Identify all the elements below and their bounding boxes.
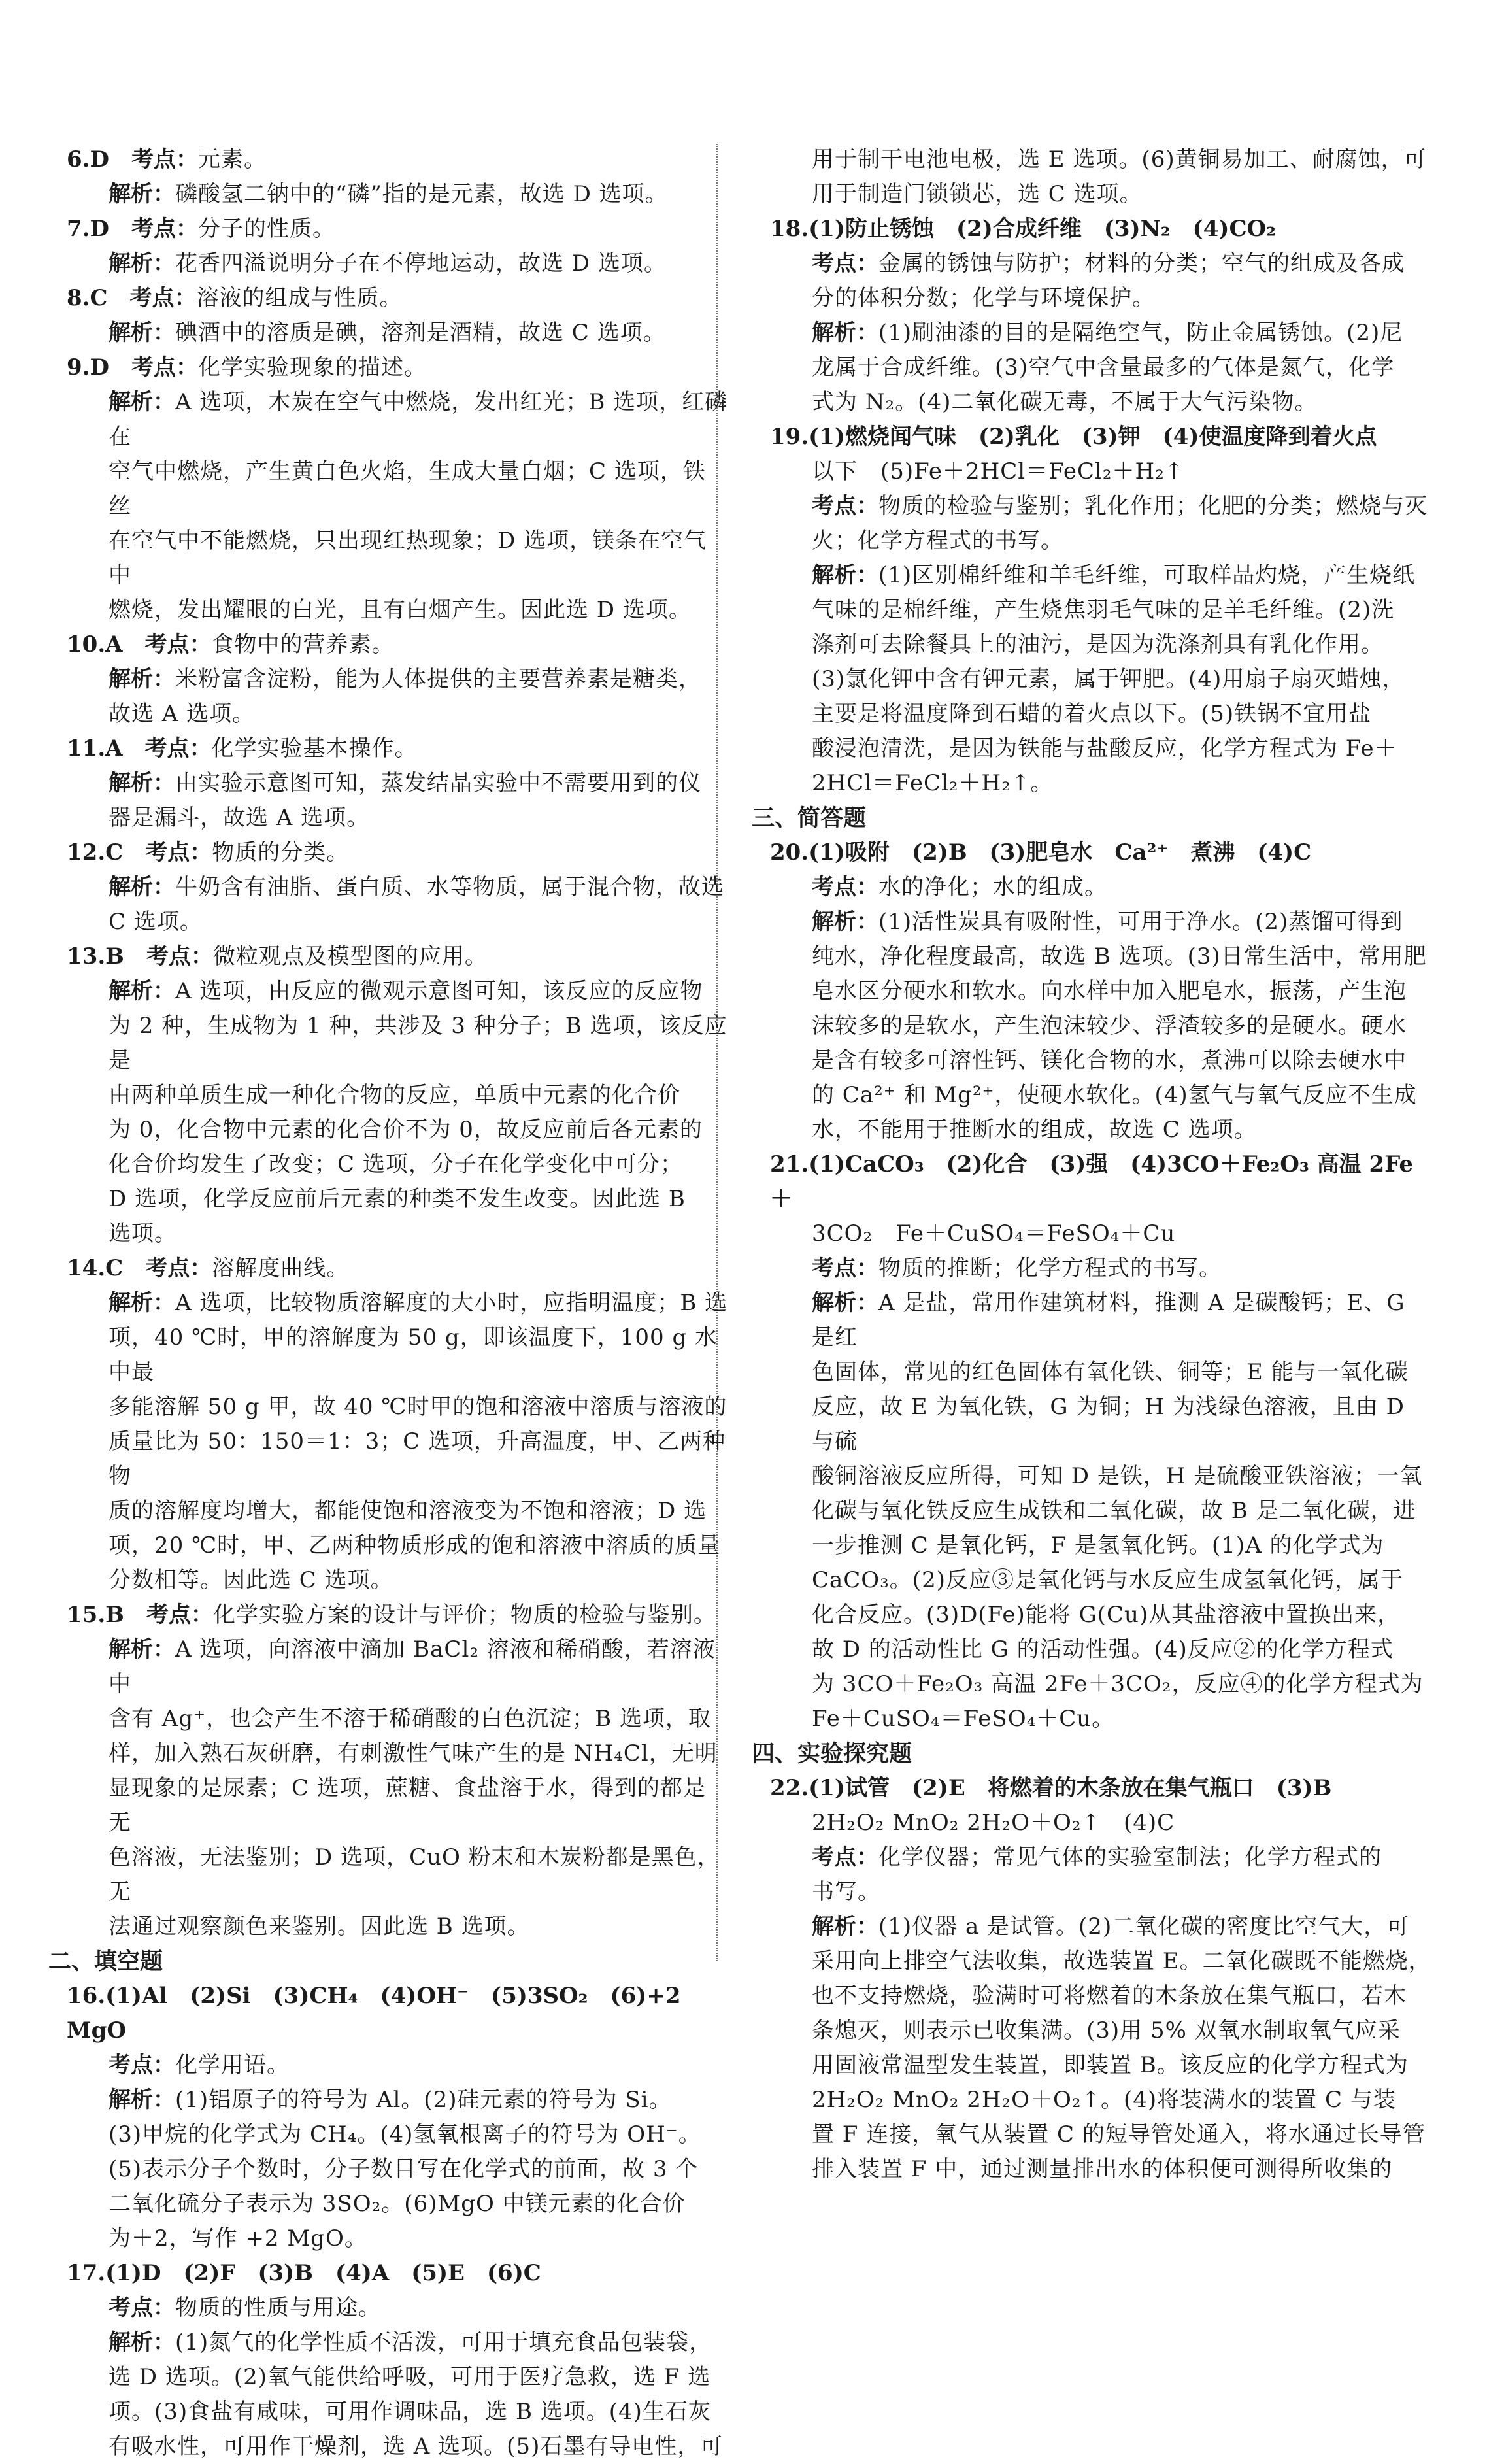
kaodian-line: [752, 1840, 1431, 1875]
text-line: (5)表示分子个数时，分子数目写在化学式的前面，故 3 个: [109, 2156, 699, 2182]
spacer: [109, 354, 131, 380]
question-number: 11.: [67, 735, 106, 762]
analysis-text: 磷酸氢二钠中的“磷”指的是元素，故选 D 选项。: [175, 181, 668, 207]
analysis-label: 解析: [109, 978, 153, 1004]
text-line: Fe＋CuSO₄＝FeSO₄＋Cu。: [812, 1706, 1115, 1732]
kaodian-label: 考点: [131, 146, 176, 173]
question-number: 20.: [770, 839, 809, 866]
text-line: 法通过观察颜色来鉴别。因此选 B 选项。: [109, 1914, 530, 1940]
text-line: 沫较多的是软水，产生泡沫较少、浮渣较多的是硬水。硬水: [812, 1013, 1407, 1039]
analysis-label: 解析: [109, 389, 153, 415]
text-line: 二氧化硫分子表示为 3SO₂。(6)MgO 中镁元素的化合价: [109, 2191, 686, 2217]
colon: ：: [174, 285, 197, 311]
text-line: 多能溶解 50 g 甲，故 40 ℃时甲的饱和溶液中溶质与溶液的: [109, 1394, 727, 1420]
question-number: 6.: [67, 146, 90, 173]
colon: ：: [153, 1290, 175, 1316]
answer-line: [752, 1771, 1431, 1806]
colon: ：: [153, 2087, 175, 2113]
colon: ：: [856, 1290, 878, 1316]
colon: ：: [153, 978, 175, 1004]
analysis-line: [48, 766, 728, 801]
analysis-line: [752, 905, 1431, 939]
text-line: 质量比为 50：150＝1：3；C 选项，升高温度，甲、乙两种物: [109, 1428, 726, 1489]
analysis-label: 解析: [812, 1290, 856, 1316]
question-number: 7.: [67, 216, 90, 242]
text-line: 分的体积分数；化学与环境保护。: [812, 285, 1155, 311]
answer-text: D: [90, 354, 109, 380]
colon: ：: [190, 943, 213, 970]
text-line: 有吸水性，可用作干燥剂，选 A 选项。(5)石墨有导电性，可: [109, 2433, 724, 2459]
analysis-text: A 选项，向溶液中滴加 BaCl₂ 溶液和稀硝酸，若溶液中: [109, 1636, 716, 1697]
text-line: (3)甲烷的化学式为 CH₄。(4)氢氧根离子的符号为 OH⁻。: [109, 2121, 701, 2148]
spacer: [108, 285, 130, 311]
text-line: 色固体，常见的红色固体有氧化铁、铜等；E 能与一氧化碳: [812, 1359, 1409, 1385]
kaodian-label: 考点: [109, 2295, 153, 2321]
text-line: 涤剂可去除餐具上的油污，是因为洗涤剂具有乳化作用。: [812, 632, 1384, 658]
kaodian-line: [48, 2291, 728, 2325]
text-line: 置 F 连接，氧气从装置 C 的短导管处通入，将水通过长导管: [812, 2121, 1426, 2148]
analysis-text: A 选项，木炭在空气中燃烧，发出红光；B 选项，红磷在: [109, 389, 728, 450]
kaodian-text: 元素。: [197, 146, 267, 173]
analysis-text: A 选项，由反应的微观示意图可知，该反应的反应物: [175, 978, 703, 1004]
text-line: 式为 N₂。(4)二氧化碳无毒，不属于大气污染物。: [812, 389, 1318, 415]
analysis-label: 解析: [109, 2329, 153, 2355]
analysis-line: [48, 2083, 728, 2118]
answer-line: [48, 732, 728, 766]
kaodian-label: 考点: [129, 285, 175, 311]
text-line: 为 3CO＋Fe₂O₃ 高温 2Fe＋3CO₂，反应④的化学方程式为: [812, 1671, 1424, 1697]
answer-text: (1)燃烧闻气味 (2)乳化 (3)钾 (4)使温度降到着火点: [809, 424, 1377, 450]
text-line: 显现象的是尿素；C 选项，蔗糖、食盐溶于水，得到的都是无: [109, 1775, 706, 1836]
colon: ：: [856, 320, 878, 346]
text-line: 火；化学方程式的书写。: [812, 528, 1063, 554]
answer-line: [48, 350, 728, 385]
colon: ：: [856, 1914, 878, 1940]
analysis-text: 牛奶含有油脂、蛋白质、水等物质，属于混合物，故选: [175, 874, 724, 900]
colon: ：: [153, 666, 175, 692]
text-line: 分数相等。因此选 C 选项。: [109, 1567, 393, 1593]
analysis-label: 解析: [109, 181, 153, 207]
analysis-text: A 是盐，常用作建筑材料，推测 A 是碳酸钙；E、G 是红: [812, 1290, 1405, 1351]
answer-text: C: [90, 285, 108, 311]
text-line: 条熄灭，则表示已收集满。(3)用 5% 双氧水制取氧气应采: [812, 2017, 1401, 2044]
text-line: 2HCl＝FeCl₂＋H₂↑。: [812, 770, 1054, 796]
question-number: 15.: [67, 1602, 106, 1628]
text-line: 用于制干电池电极，选 E 选项。(6)黄铜易加工、耐腐蚀，可: [812, 146, 1427, 173]
analysis-text: (1)活性炭具有吸附性，可用于净水。(2)蒸馏可得到: [878, 909, 1403, 935]
spacer: [124, 1602, 146, 1628]
text-line: 排入装置 F 中，通过测量排出水的体积便可测得所收集的: [812, 2156, 1393, 2182]
answer-text: A: [105, 735, 123, 762]
text-line: D 选项，化学反应前后元素的种类不发生改变。因此选 B: [109, 1186, 686, 1212]
text-line: 也不支持燃烧，验满时可将燃着的木条放在集气瓶口，若木: [812, 1983, 1407, 2009]
kaodian-text: 化学仪器；常见气体的实验室制法；化学方程式的: [878, 1844, 1382, 1870]
text-line: 项，20 ℃时，甲、乙两种物质形成的饱和溶液中溶质的质量: [109, 1532, 721, 1559]
kaodian-text: 化学实验方案的设计与评价；物质的检验与鉴别。: [212, 1602, 716, 1628]
analysis-label: 解析: [109, 320, 153, 346]
spacer: [123, 839, 145, 866]
kaodian-text: 微粒观点及模型图的应用。: [212, 943, 488, 970]
analysis-label: 解析: [812, 562, 856, 588]
text-line: 书写。: [812, 1879, 880, 1905]
text-line: 器是漏斗，故选 A 选项。: [109, 805, 370, 831]
colon: ：: [856, 1844, 878, 1870]
text-line: 气味的是棉纤维，产生烧焦羽毛气味的是羊毛纤维。(2)洗: [812, 597, 1395, 623]
kaodian-text: 溶液的组成与性质。: [196, 285, 403, 311]
text-line: 用于制造门锁锁芯，选 C 选项。: [812, 181, 1143, 207]
answer-line: [48, 1979, 728, 2048]
text-line: CaCO₃。(2)反应③是氧化钙与水反应生成氢氧化钙，属于: [812, 1567, 1403, 1593]
answer-text: (1)D (2)F (3)B (4)A (5)E (6)C: [105, 2260, 541, 2286]
answer-line: [48, 1598, 728, 1632]
question-number: 10.: [67, 632, 106, 658]
text-line: 色溶液，无法鉴别；D 选项，CuO 粉末和木炭粉都是黑色，无: [109, 1844, 720, 1905]
kaodian-text: 分子的性质。: [197, 216, 335, 242]
colon: ：: [856, 493, 878, 519]
text-line: 含有 Ag⁺，也会产生不溶于稀硝酸的白色沉淀；B 选项，取: [109, 1706, 711, 1732]
text-line: 酸浸泡清洗，是因为铁能与盐酸反应，化学方程式为 Fe＋: [812, 735, 1397, 762]
kaodian-label: 考点: [145, 839, 190, 866]
kaodian-line: [752, 870, 1431, 905]
question-number: 21.: [770, 1151, 809, 1177]
question-number: 9.: [67, 354, 90, 380]
spacer: [123, 735, 145, 762]
answer-text: C: [105, 1255, 124, 1281]
colon: ：: [153, 874, 175, 900]
text-line: 为 2 种，生成物为 1 种，共涉及 3 种分子；B 选项，该反应是: [109, 1013, 727, 1073]
text-line: 选 D 选项。(2)氧气能供给呼吸，可用于医疗急救，选 F 选: [109, 2364, 711, 2390]
colon: ：: [153, 181, 175, 207]
colon: ：: [153, 320, 175, 346]
colon: ：: [856, 909, 878, 935]
analysis-line: [752, 1910, 1431, 1944]
text-line: 化合反应。(3)D(Fe)能将 G(Cu)从其盐溶液中置换出来，: [812, 1602, 1401, 1628]
answer-text: D: [90, 216, 109, 242]
section-heading: 三、简答题: [752, 805, 867, 832]
colon: ：: [856, 250, 878, 277]
text-line: 故 D 的活动性比 G 的活动性强。(4)反应②的化学方程式: [812, 1636, 1394, 1662]
text-line: 选项。: [109, 1221, 177, 1247]
spacer: [124, 943, 146, 970]
analysis-text: (1)仪器 a 是试管。(2)二氧化碳的密度比空气大，可: [878, 1914, 1410, 1940]
colon: ：: [189, 632, 212, 658]
answer-text: B: [105, 1602, 124, 1628]
analysis-text: 由实验示意图可知，蒸发结晶实验中不需要用到的仪: [175, 770, 701, 796]
colon: ：: [153, 2052, 175, 2078]
analysis-text: A 选项，比较物质溶解度的大小时，应指明温度；B 选: [175, 1290, 728, 1316]
answer-text: (1)Al (2)Si (3)CH₄ (4)OH⁻ (5)3SO₂ (6)+2 MgO: [67, 1983, 681, 2044]
answer-line: [48, 2256, 728, 2291]
analysis-label: 解析: [109, 2087, 153, 2113]
answer-text: (1)CaCO₃ (2)化合 (3)强 (4)3CO＋Fe₂O₃ 高温 2Fe＋: [770, 1151, 1414, 1212]
answer-text: D: [90, 146, 109, 173]
kaodian-label: 考点: [144, 735, 190, 762]
colon: ：: [153, 250, 175, 277]
text-line: 纯水，净化程度最高，故选 B 选项。(3)日常生活中，常用肥: [812, 943, 1427, 970]
kaodian-label: 考点: [109, 2052, 153, 2078]
answer-line: [752, 420, 1431, 454]
kaodian-label: 考点: [145, 1255, 190, 1281]
text-line: 燃烧，发出耀眼的白光，且有白烟产生。因此选 D 选项。: [109, 597, 692, 623]
answer-line: [752, 835, 1431, 870]
analysis-line: [48, 2325, 728, 2360]
kaodian-text: 化学实验基本操作。: [211, 735, 418, 762]
answer-text: C: [105, 839, 124, 866]
text-line: 由两种单质生成一种化合物的反应，单质中元素的化合价: [109, 1082, 680, 1108]
colon: ：: [153, 2329, 175, 2355]
answer-text: (1)吸附 (2)B (3)肥皂水 Ca²⁺ 煮沸 (4)C: [809, 839, 1312, 866]
answer-line: [48, 939, 728, 974]
colon: ：: [153, 770, 175, 796]
text-line: 的 Ca²⁺ 和 Mg²⁺，使硬水软化。(4)氢气与氧气反应不生成: [812, 1082, 1417, 1108]
kaodian-label: 考点: [146, 1602, 191, 1628]
kaodian-line: [752, 489, 1431, 524]
kaodian-label: 考点: [812, 1844, 856, 1870]
analysis-label: 解析: [812, 909, 856, 935]
colon: ：: [856, 562, 878, 588]
kaodian-line: [48, 2048, 728, 2083]
text-line: 2H₂O₂ MnO₂ 2H₂O＋O₂↑。(4)将装满水的装置 C 与装: [812, 2087, 1396, 2113]
spacer: [109, 146, 131, 173]
kaodian-label: 考点: [146, 943, 191, 970]
colon: ：: [175, 354, 198, 380]
kaodian-text: 溶解度曲线。: [212, 1255, 350, 1281]
text-line: 采用向上排空气法收集，故选装置 E。二氧化碳既不能燃烧，: [812, 1948, 1431, 1974]
text-line: 是含有较多可溶性钙、镁化合物的水，煮沸可以除去硬水中: [812, 1047, 1407, 1073]
analysis-line: [752, 558, 1431, 593]
analysis-label: 解析: [812, 1914, 856, 1940]
answer-line: [48, 212, 728, 246]
colon: ：: [153, 2295, 175, 2321]
text-line: 以下 (5)Fe＋2HCl＝FeCl₂＋H₂↑: [812, 458, 1184, 484]
kaodian-text: 物质的分类。: [212, 839, 350, 866]
text-line: 酸铜溶液反应所得，可知 D 是铁，H 是硫酸亚铁溶液；一氧: [812, 1463, 1423, 1489]
analysis-line: [48, 177, 728, 212]
colon: ：: [190, 839, 212, 866]
spacer: [123, 1255, 145, 1281]
kaodian-label: 考点: [131, 216, 176, 242]
question-number: 17.: [67, 2260, 106, 2286]
text-line: 一步推测 C 是氧化钙，F 是氢氧化钙。(1)A 的化学式为: [812, 1532, 1384, 1559]
answer-text: (1)防止锈蚀 (2)合成纤维 (3)N₂ (4)CO₂: [809, 216, 1277, 242]
text-line: 水，不能用于推断水的组成，故选 C 选项。: [812, 1117, 1257, 1143]
colon: ：: [190, 1255, 212, 1281]
answer-line: [48, 628, 728, 662]
analysis-line: [48, 316, 728, 350]
analysis-text: 米粉富含淀粉，能为人体提供的主要营养素是糖类，: [175, 666, 701, 692]
text-line: C 选项。: [109, 909, 203, 935]
answer-line: [48, 835, 728, 870]
question-number: 12.: [67, 839, 106, 866]
kaodian-text: 水的净化；水的组成。: [878, 874, 1107, 900]
analysis-text: (1)氮气的化学性质不活泼，可用于填充食品包装袋，: [175, 2329, 712, 2355]
section-heading: 四、实验探究题: [752, 1740, 912, 1767]
analysis-line: [48, 1286, 728, 1321]
colon: ：: [153, 1636, 175, 1662]
question-number: 18.: [770, 216, 809, 242]
question-number: 22.: [770, 1775, 809, 1801]
analysis-text: 碘酒中的溶质是碘，溶剂是酒精，故选 C 选项。: [175, 320, 666, 346]
colon: ：: [856, 1255, 878, 1281]
colon: ：: [189, 735, 212, 762]
text-line: 质的溶解度均增大，都能使饱和溶液变为不饱和溶液；D 选: [109, 1498, 707, 1524]
text-line: 龙属于合成纤维。(3)空气中含量最多的气体是氮气，化学: [812, 354, 1395, 380]
text-line: 在空气中不能燃烧，只出现红热现象；D 选项，镁条在空气中: [109, 528, 707, 588]
analysis-label: 解析: [109, 1636, 153, 1662]
text-line: 化碳与氧化铁反应生成铁和二氧化碳，故 B 是二氧化碳，进: [812, 1498, 1416, 1524]
text-line: 样，加入熟石灰研磨，有刺激性气味产生的是 NH₄Cl，无明: [109, 1740, 718, 1766]
text-line: 为 0，化合物中元素的化合价不为 0，故反应前后各元素的: [109, 1117, 703, 1143]
answer-line: [752, 212, 1431, 246]
analysis-text: (1)区别棉纤维和羊毛纤维，可取样品灼烧，产生烧纸: [878, 562, 1416, 588]
analysis-label: 解析: [109, 666, 153, 692]
left-column: [48, 143, 728, 2464]
kaodian-label: 考点: [812, 1255, 856, 1281]
kaodian-text: 食物中的营养素。: [211, 632, 395, 658]
kaodian-text: 物质的推断；化学方程式的书写。: [878, 1255, 1222, 1281]
kaodian-text: 化学实验现象的描述。: [197, 354, 427, 380]
text-line: 皂水区分硬水和软水。向水样中加入肥皂水，振荡，产生泡: [812, 978, 1407, 1004]
text-line: 项，40 ℃时，甲的溶解度为 50 g，即该温度下，100 g 水中最: [109, 1325, 718, 1385]
analysis-text: 花香四溢说明分子在不停地运动，故选 D 选项。: [175, 250, 667, 277]
analysis-label: 解析: [109, 874, 153, 900]
text-line: (3)氯化钾中含有钾元素，属于钾肥。(4)用扇子扇灭蜡烛，: [812, 666, 1405, 692]
colon: ：: [856, 874, 878, 900]
spacer: [123, 632, 145, 658]
question-number: 19.: [770, 424, 809, 450]
question-number: 8.: [67, 285, 90, 311]
colon: ：: [190, 1602, 213, 1628]
right-column: [752, 143, 1431, 2187]
analysis-line: [48, 1632, 728, 1702]
text-line: 为＋2，写作 +2 MgO。: [109, 2225, 367, 2252]
text-line: 故选 A 选项。: [109, 701, 256, 727]
text-line: 主要是将温度降到石蜡的着火点以下。(5)铁锅不宜用盐: [812, 701, 1372, 727]
kaodian-text: 物质的检验与鉴别；乳化作用；化肥的分类；燃烧与灭: [878, 493, 1428, 519]
kaodian-text: 金属的锈蚀与防护；材料的分类；空气的组成及各成: [878, 250, 1405, 277]
analysis-label: 解析: [109, 770, 153, 796]
kaodian-label: 考点: [812, 250, 856, 277]
answer-line: [752, 1147, 1431, 1217]
spacer: [109, 216, 131, 242]
analysis-label: 解析: [812, 320, 856, 346]
analysis-line: [48, 246, 728, 281]
colon: ：: [153, 389, 175, 415]
kaodian-text: 化学用语。: [175, 2052, 290, 2078]
text-line: 用固液常温型发生装置，即装置 B。该反应的化学方程式为: [812, 2052, 1409, 2078]
kaodian-label: 考点: [131, 354, 176, 380]
question-number: 16.: [67, 1983, 106, 2009]
kaodian-line: [752, 246, 1431, 281]
analysis-line: [752, 316, 1431, 350]
text-line: 化合价均发生了改变；C 选项，分子在化学变化中可分；: [109, 1151, 683, 1177]
analysis-line: [48, 974, 728, 1009]
analysis-label: 解析: [109, 1290, 153, 1316]
analysis-line: [48, 385, 728, 454]
text-line: 项。(3)食盐有咸味，可用作调味品，选 B 选项。(4)生石灰: [109, 2399, 711, 2425]
text-line: 反应，故 E 为氧化铁，G 为铜；H 为浅绿色溶液，且由 D 与硫: [812, 1394, 1405, 1455]
colon: ：: [175, 216, 198, 242]
analysis-line: [48, 870, 728, 905]
kaodian-label: 考点: [144, 632, 190, 658]
question-number: 13.: [67, 943, 106, 970]
answer-text: (1)试管 (2)E 将燃着的木条放在集气瓶口 (3)B: [809, 1775, 1332, 1801]
text-line: 3CO₂ Fe＋CuSO₄＝FeSO₄＋Cu: [812, 1221, 1176, 1247]
answer-text: B: [105, 943, 124, 970]
analysis-text: (1)铝原子的符号为 Al。(2)硅元素的符号为 Si。: [175, 2087, 672, 2113]
kaodian-label: 考点: [812, 493, 856, 519]
colon: ：: [175, 146, 198, 173]
answer-line: [48, 281, 728, 316]
text-line: 2H₂O₂ MnO₂ 2H₂O＋O₂↑ (4)C: [812, 1810, 1175, 1836]
analysis-text: (1)刷油漆的目的是隔绝空气，防止金属锈蚀。(2)尼: [878, 320, 1403, 346]
kaodian-line: [752, 1251, 1431, 1286]
answer-line: [48, 143, 728, 177]
kaodian-text: 物质的性质与用途。: [175, 2295, 381, 2321]
analysis-line: [752, 1286, 1431, 1355]
analysis-label: 解析: [109, 250, 153, 277]
text-line: 空气中燃烧，产生黄白色火焰，生成大量白烟；C 选项，铁丝: [109, 458, 706, 519]
question-number: 14.: [67, 1255, 106, 1281]
answer-text: A: [105, 632, 123, 658]
kaodian-label: 考点: [812, 874, 856, 900]
analysis-line: [48, 662, 728, 697]
answer-line: [48, 1251, 728, 1286]
section-heading: 二、填空题: [48, 1948, 163, 1975]
